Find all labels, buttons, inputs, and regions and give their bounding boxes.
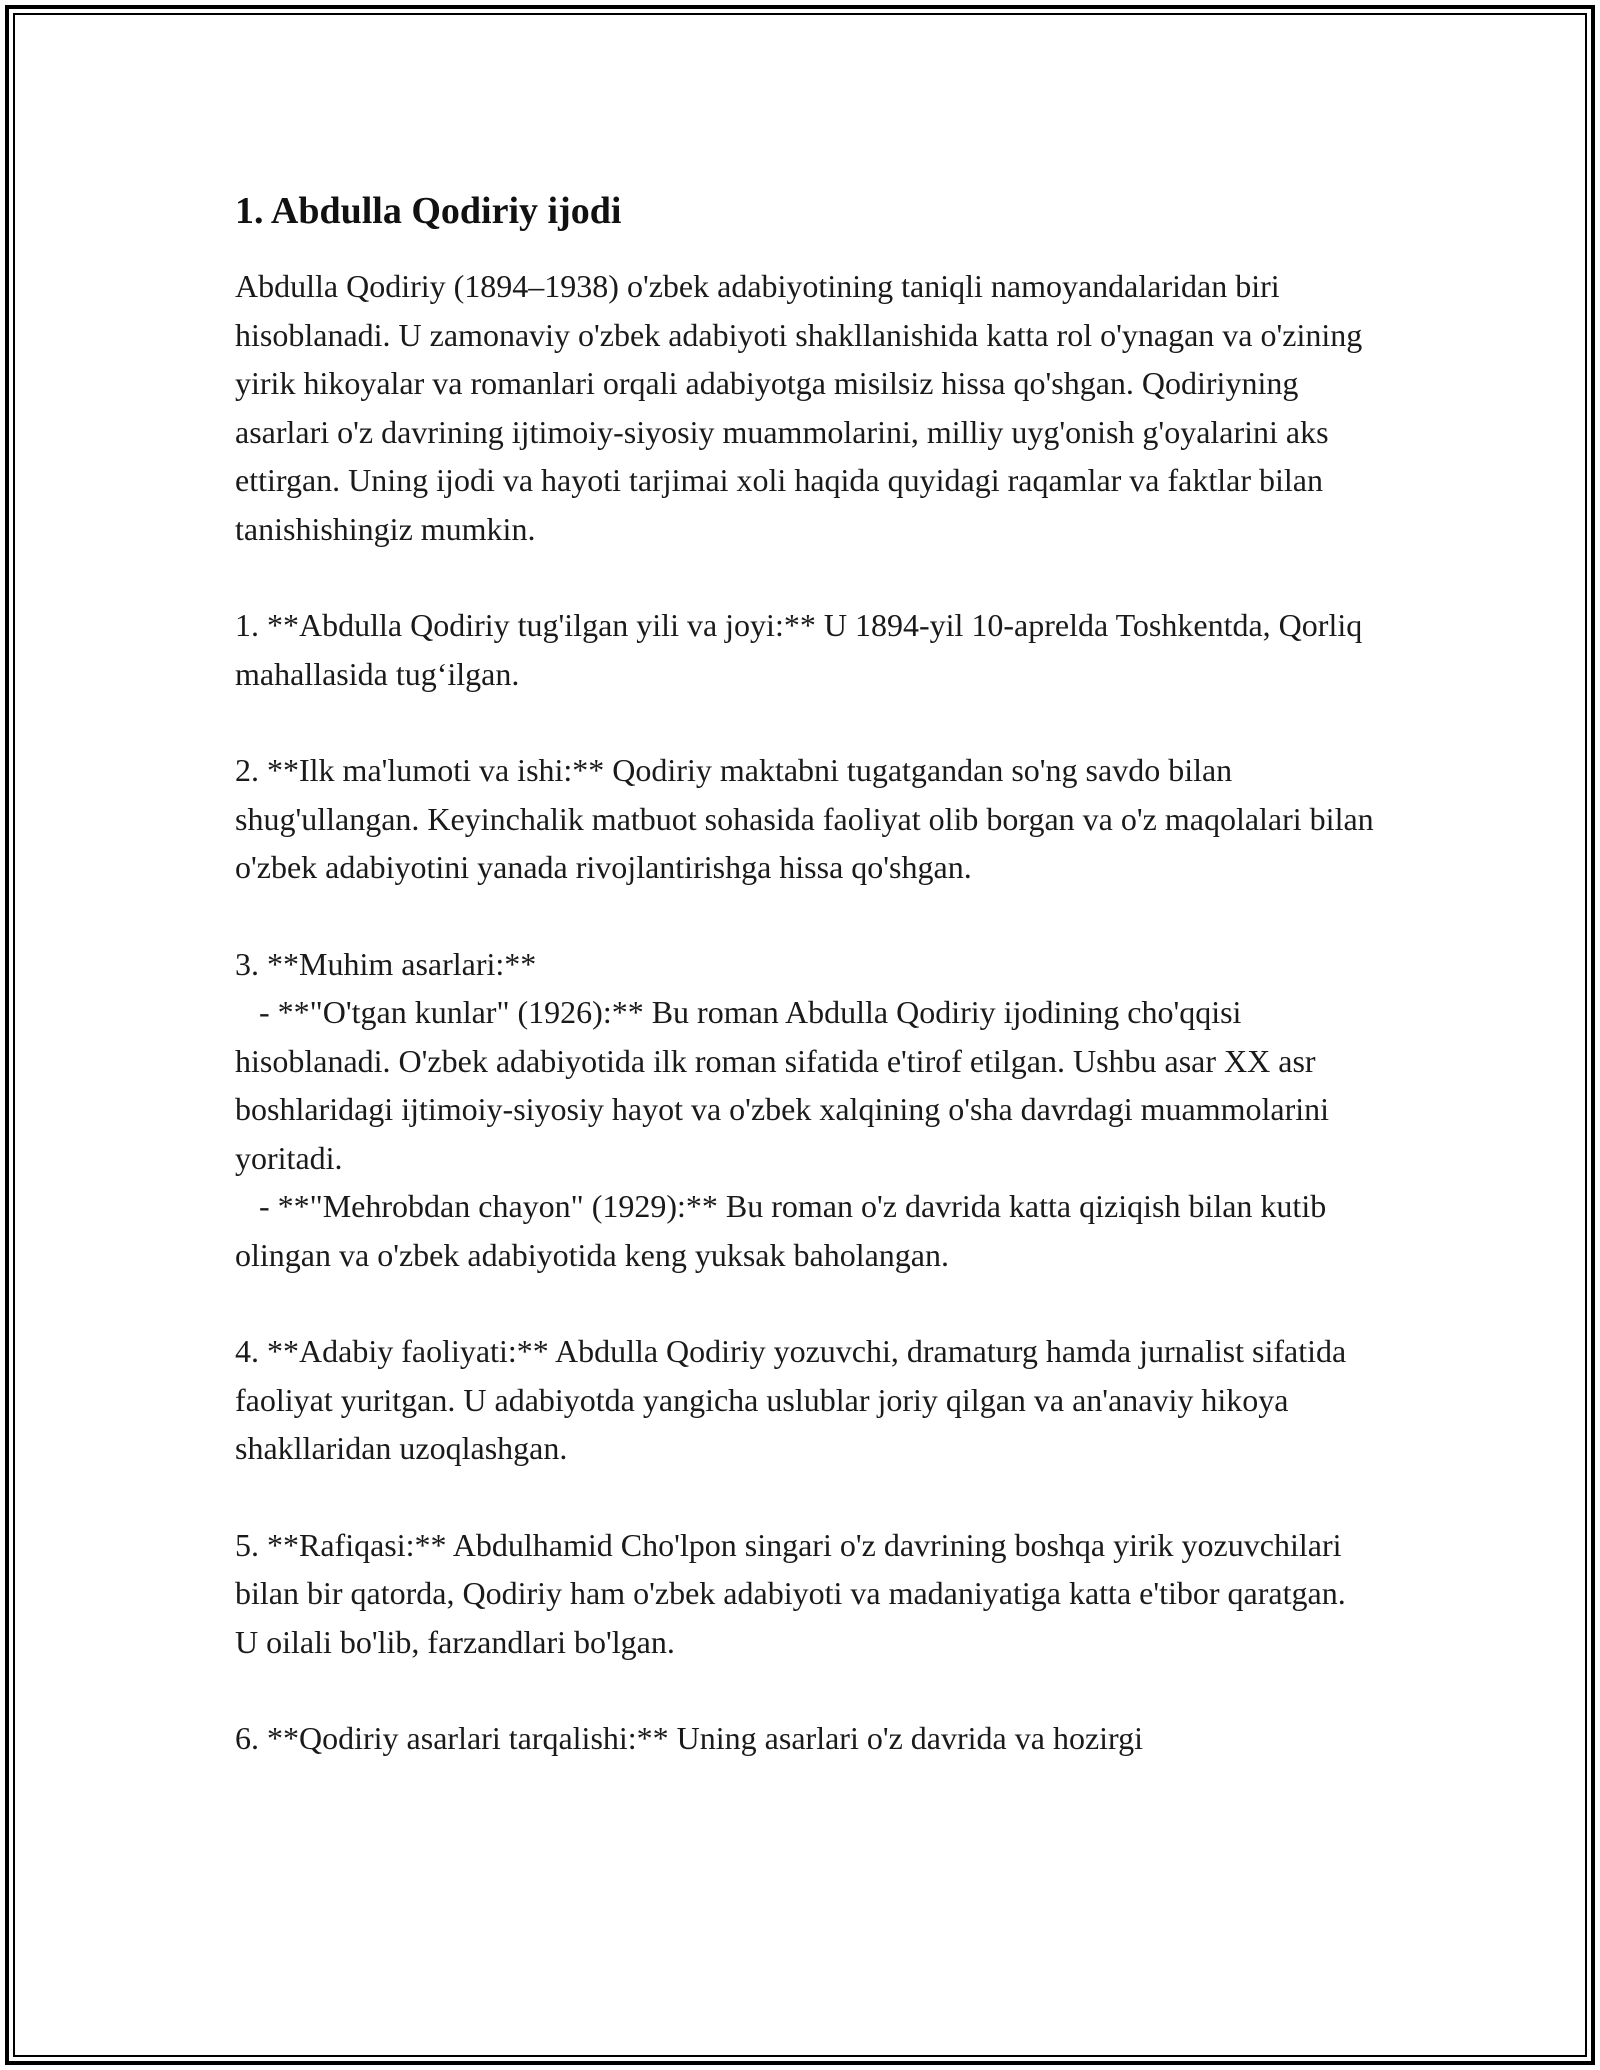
list-item-spouse: 5. **Rafiqasi:** Abdulhamid Cho'lpon singari o'z davrining boshqa yirik yozuvchilari bilan bir qatorda, Qodiriy ham o'zbek adabiyoti va madaniyatiga katta e'tibor qaratgan. U oilali bo'lib, farzandlari bo'lgan. [235,1526,1354,1660]
list-item-distribution: 6. **Qodiriy asarlari tarqalishi:** Uning asarlari o'z davrida va hozirgi [235,1720,1144,1756]
list-item-education: 2. **Ilk ma'lumoti va ishi:** Qodiriy maktabni tugatgandan so'ng savdo bilan shug'ullangan. Keyinchalik matbuot sohasida faoliyat olib borgan va o'z maqolalari bilan o'zbek adabiyotini yanada rivojlantirishga hissa qo'shgan. [235,752,1382,885]
list-item-works: 3. **Muhim asarlari:** - **"O'tgan kunlar" (1926):** Bu roman Abdulla Qodiriy ijodining cho'qqisi hisoblanadi. O'zbek adabiyotida ilk roman sifatida e'tirof etilgan. Ushbu asar XX asr boshlaridagi ijtimoiy-siyosiy hayot va o'zbek xalqining o'sha davrdagi muammolarini yoritadi. - **"Mehrobdan chayon" (1929):** Bu roman o'z davrida katta qiziqish bilan kutib olingan va o'zbek adabiyotida keng yuksak baholangan. [235,945,1329,1273]
intro-paragraph: Abdulla Qodiriy (1894–1938) o'zbek adabiyotining taniqli namoyandalaridan biri hisoblanadi. U zamonaviy o'zbek adabiyoti shakllanishida katta rol o'ynagan va o'zining yirik hikoyalar va romanlari orqali adabiyotga misilsiz hissa qo'shgan. Qodiriyning asarlari o'z davrining ijtimoiy-siyosiy muammolarini, milliy uyg'onish g'oyalarini aks ettirgan. Uning ijodi va hayoti tarjimai xoli haqida quyidagi raqamlar va faktlar bilan tanishishingiz mumkin. [235,268,1371,547]
document-body [235,186,1382,1811]
list-item-birth: 1. **Abdulla Qodiriy tug'ilgan yili va joyi:** U 1894-yil 10-aprelda Toshkentda, Qorliq mahallasida tug‘ilgan. [235,607,1371,692]
document-title: 1. Abdulla Qodiriy ijodi [235,190,622,232]
list-item-activity: 4. **Adabiy faoliyati:** Abdulla Qodiriy yozuvchi, dramaturg hamda jurnalist sifatida faoliyat yuritgan. U adabiyotda yangicha uslublar joriy qilgan va an'anaviy hikoya shakllaridan uzoqlashgan. [235,1333,1355,1466]
